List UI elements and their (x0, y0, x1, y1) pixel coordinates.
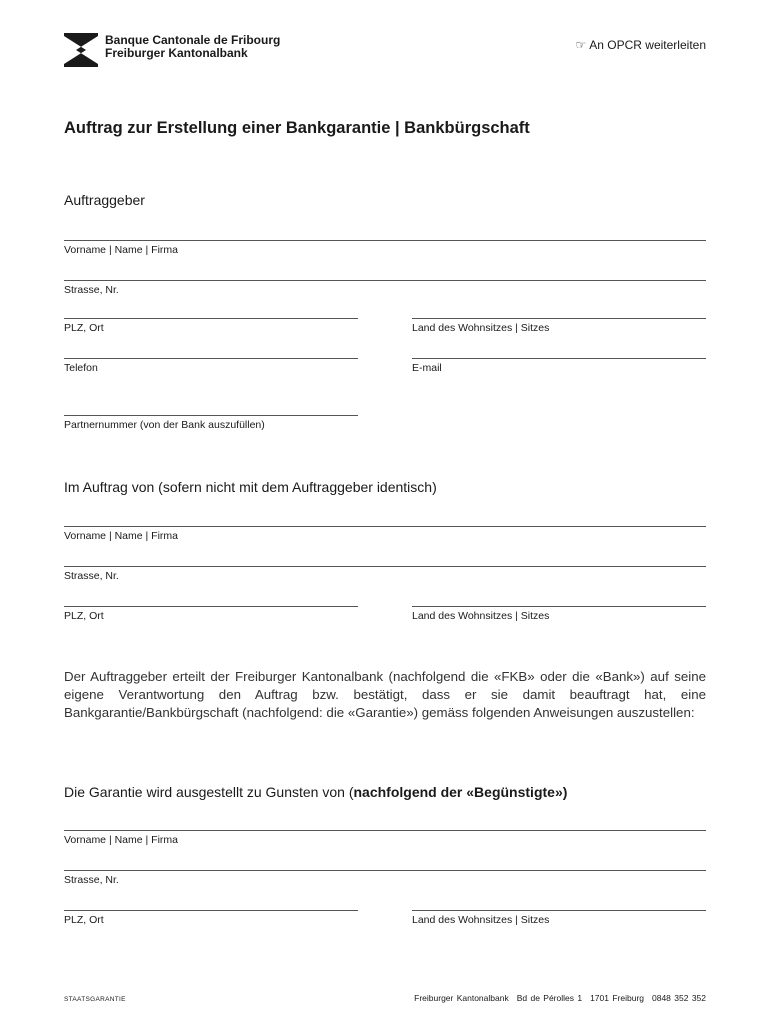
beneficiary-street-field[interactable] (64, 870, 706, 886)
client-zip-city-field[interactable] (64, 318, 358, 334)
client-country-field[interactable] (412, 318, 706, 334)
beneficiary-zip-city-label: PLZ, Ort (64, 914, 104, 926)
forward-to-opcr-link[interactable] (576, 38, 706, 52)
footer-city: 1701 Freiburg (590, 993, 644, 1003)
footer-state-guarantee: STAATSGARANTIE (64, 996, 126, 1003)
document-title: Auftrag zur Erstellung einer Bankgarantie | Bankbürgschaft (64, 119, 530, 137)
bank-logo (64, 33, 98, 67)
behalf-name-label: Vorname | Name | Firma (64, 530, 178, 542)
client-street-field[interactable] (64, 280, 706, 296)
partner-number-field[interactable] (64, 415, 358, 431)
pointing-hand-icon: ☞ (575, 38, 587, 52)
section-heading-client: Auftraggeber (64, 192, 145, 208)
client-email-label: E-mail (412, 362, 442, 374)
footer-bank-name: Freiburger Kantonalbank (414, 993, 509, 1003)
beneficiary-heading-prefix: Die Garantie wird ausgestellt zu Gunsten von ( (64, 784, 354, 800)
bank-name-de: Freiburger Kantonalbank (105, 46, 248, 60)
bank-name-fr: Banque Cantonale de Fribourg (105, 33, 281, 47)
behalf-name-field[interactable] (64, 526, 706, 542)
behalf-country-label: Land des Wohnsitzes | Sitzes (412, 610, 550, 622)
footer-phone: 0848 352 352 (652, 993, 706, 1003)
forward-link-label: An OPCR weiterleiten (589, 38, 706, 52)
footer-contact (414, 993, 706, 1003)
client-phone-label: Telefon (64, 362, 98, 374)
behalf-zip-city-label: PLZ, Ort (64, 610, 104, 622)
behalf-street-label: Strasse, Nr. (64, 570, 119, 582)
beneficiary-heading-bold: nachfolgend der «Begünstigte») (353, 784, 568, 800)
client-phone-field[interactable] (64, 358, 358, 374)
beneficiary-name-field[interactable] (64, 830, 706, 846)
client-street-label: Strasse, Nr. (64, 284, 119, 296)
client-country-label: Land des Wohnsitzes | Sitzes (412, 322, 550, 334)
mandate-paragraph: Der Auftraggeber erteilt der Freiburger Kantonalbank (nachfolgend die «FKB» oder die «Bank») auf seine eigene Verantwortung den Auftrag bzw. bestätigt, dass er sie damit beauftragt hat, eine Bankgarantie/Bankbürgschaft (nachfolgend: die «Garantie») gemäss folgenden Anweisungen auszustellen: (64, 669, 706, 720)
beneficiary-country-label: Land des Wohnsitzes | Sitzes (412, 914, 550, 926)
section-heading-behalf: Im Auftrag von (sofern nicht mit dem Auftraggeber identisch) (64, 479, 437, 495)
beneficiary-zip-city-field[interactable] (64, 910, 358, 926)
client-email-field[interactable] (412, 358, 706, 374)
behalf-zip-city-field[interactable] (64, 606, 358, 622)
beneficiary-name-label: Vorname | Name | Firma (64, 834, 178, 846)
section-heading-beneficiary (64, 784, 567, 800)
partner-number-label: Partnernummer (von der Bank auszufüllen) (64, 419, 265, 431)
client-name-label: Vorname | Name | Firma (64, 244, 178, 256)
footer-address: Bd de Pérolles 1 (516, 993, 583, 1003)
behalf-street-field[interactable] (64, 566, 706, 582)
behalf-country-field[interactable] (412, 606, 706, 622)
beneficiary-country-field[interactable] (412, 910, 706, 926)
client-zip-city-label: PLZ, Ort (64, 322, 104, 334)
client-name-field[interactable] (64, 240, 706, 256)
beneficiary-street-label: Strasse, Nr. (64, 874, 119, 886)
